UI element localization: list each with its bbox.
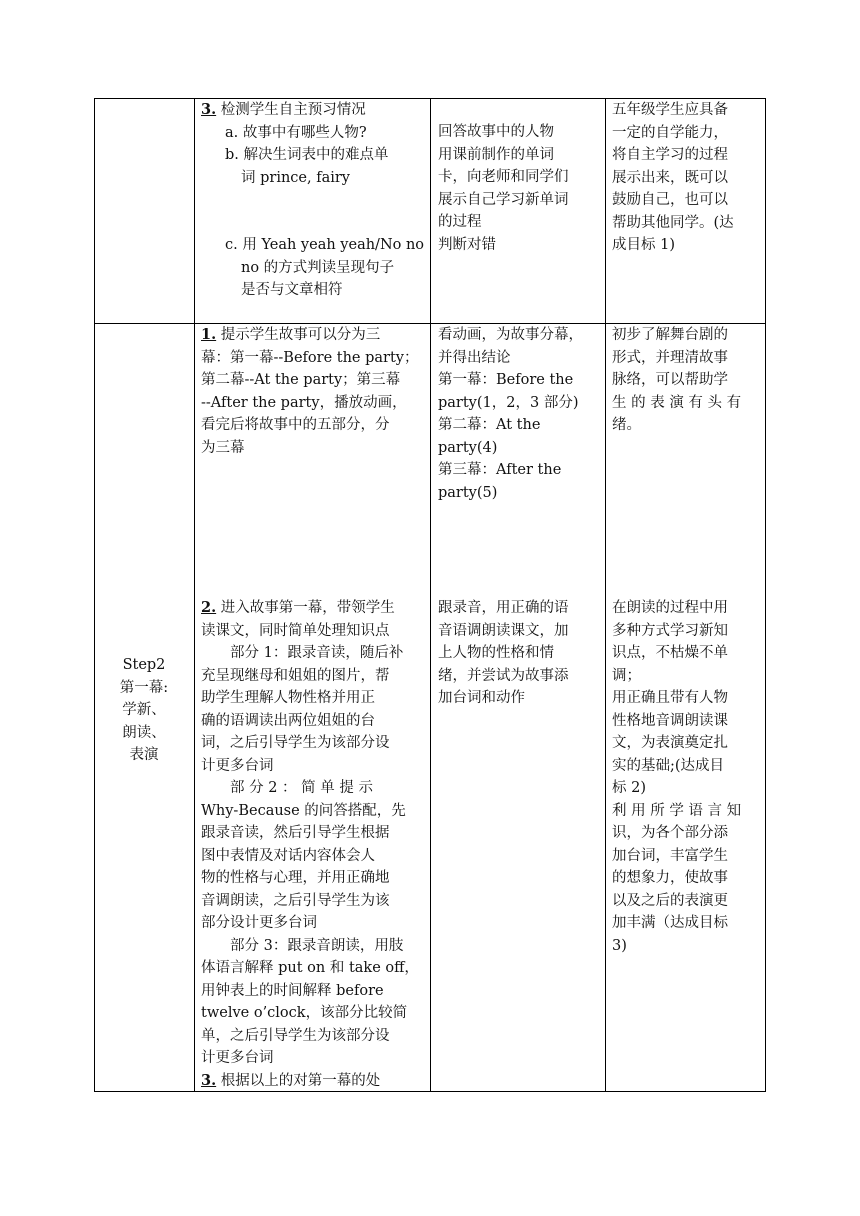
text-line: 帮助其他同学。(达: [612, 214, 734, 231]
text-line: party(1，2，3 部分): [438, 394, 579, 411]
table-right-border: [765, 98, 766, 1092]
column-divider-2: [430, 98, 431, 1092]
activity-1-line: 为三幕: [201, 439, 245, 456]
text-line: 绪。: [612, 417, 641, 433]
activity-2-line: 部分 3：跟录音朗读，用肢: [230, 937, 404, 954]
row1-student-cell: [438, 121, 602, 256]
row1-item-3: [201, 99, 427, 122]
activity-2-line: 部 分 2 ： 简 单 提 示: [230, 780, 373, 796]
text-line: 性格地音调朗读课: [612, 712, 728, 729]
text-line: 跟录音，用正确的语: [438, 600, 569, 616]
table-left-border: [94, 98, 95, 1092]
activity-2-line: 部分 1：跟录音读，随后补: [230, 645, 404, 661]
activity-2-line: 充呈现继母和姐姐的图片，帮: [201, 667, 390, 684]
text-line: 回答故事中的人物: [438, 124, 554, 140]
text-line: 的想象力，使故事: [612, 870, 728, 886]
text-line: 并得出结论: [438, 349, 511, 366]
text-line: 卡，向老师和同学们: [438, 169, 569, 185]
activity-2-line: 词，之后引导学生为该部分设: [201, 735, 390, 751]
text-line: 音语调朗读课文，加: [438, 622, 569, 639]
text-line: 加台词和动作: [438, 690, 525, 706]
step-label-line: 学新、: [122, 702, 166, 718]
sub-item-c-line3: 是否与文章相符: [241, 282, 343, 298]
activity-3-line: [201, 1070, 427, 1093]
row2-activity-2-cell: [201, 597, 427, 1092]
activity-2-line: Why-Because 的问答搭配，先: [201, 802, 406, 819]
step-label-line: 第一幕:: [119, 679, 169, 696]
text-line: 加台词，丰富学生: [612, 847, 728, 864]
text-line: 实的基础;(达成目: [612, 757, 725, 774]
text-line: party(5): [438, 484, 498, 501]
row2-intent-2-cell: [612, 597, 762, 957]
activity-2-line: 物的性格与心理，并用正确地: [201, 870, 390, 886]
text-line: 第三幕：After the: [438, 462, 562, 478]
activity-2-line: 体语言解释 put on 和 take off，: [201, 960, 419, 976]
activity-2-line: 确的语调读出两位姐姐的台: [201, 712, 375, 729]
activity-1-line: [201, 324, 427, 347]
text-line: 文，为表演奠定扎: [612, 735, 728, 751]
row1-intent-cell: [612, 99, 762, 257]
text-line: 调；: [612, 667, 641, 684]
sub-item-c-line1: c. 用 Yeah yeah yeah/No no: [225, 237, 425, 253]
text-line: 第一幕：Before the: [438, 372, 574, 388]
activity-1-line: 幕：第一幕--Before the party；: [201, 349, 419, 366]
activity-2-line: 部分设计更多台词: [201, 915, 317, 931]
activity-1-line: 第二幕--At the party；第三幕: [201, 372, 401, 388]
text-line: 的过程: [438, 214, 482, 230]
text-line: 用正确且带有人物: [612, 690, 728, 706]
text-line: 初步了解舞台剧的: [612, 327, 728, 343]
text-line: 将自主学习的过程: [612, 147, 728, 163]
activity-1-line: --After the party，播放动画，: [201, 394, 407, 411]
text-line: 形式，并理清故事: [612, 349, 728, 366]
sub-item-b-line2: 词 prince, fairy: [241, 169, 350, 186]
activity-2-line: 单，之后引导学生为该部分设: [201, 1027, 390, 1044]
activity-2-line: twelve o’clock，该部分比较简: [201, 1005, 408, 1021]
row2-student-2-cell: [438, 597, 602, 710]
text-line: 上人物的性格和情: [438, 645, 554, 661]
text-line: 五年级学生应具备: [612, 102, 728, 118]
text-line: party(4): [438, 439, 498, 456]
row1-activity-cell: [201, 99, 427, 302]
item-number: 3.: [201, 101, 217, 118]
activity-2-line: 读课文，同时简单处理知识点: [201, 622, 390, 639]
step-label-line: 表演: [129, 747, 159, 763]
column-divider-1: [194, 98, 195, 1092]
column-divider-3: [605, 98, 606, 1092]
activity-2-line: [201, 597, 427, 620]
text-line: 标 2): [612, 780, 646, 796]
text-line: 加丰满（达成目标: [612, 915, 728, 931]
text-line: 以及之后的表演更: [612, 892, 728, 909]
item-number: 1.: [201, 326, 217, 343]
sub-item-c-line2: no 的方式判读呈现句子: [241, 259, 395, 276]
activity-2-line: 音调朗读，之后引导学生为该: [201, 892, 390, 909]
activity-3-text: 根据以上的对第一幕的处: [220, 1072, 381, 1089]
activity-2-line: 计更多台词: [201, 1050, 274, 1066]
text-line: 多种方式学习新知: [612, 622, 728, 639]
text-line: 识，为各个部分添: [612, 825, 728, 841]
item-number: 3.: [201, 1071, 217, 1089]
text-line: 第二幕：At the: [438, 417, 541, 433]
activity-1-text: 提示学生故事可以分为三: [220, 327, 381, 343]
text-line: 利 用 所 学 语 言 知: [612, 802, 742, 819]
activity-2-line: 用钟表上的时间解释 before: [201, 982, 384, 999]
text-line: 生 的 表 演 有 头 有: [612, 394, 742, 411]
text-line: 3): [612, 937, 627, 954]
text-line: 脉络，可以帮助学: [612, 372, 728, 388]
step-label-line: Step2: [122, 657, 166, 673]
text-line: 在朗读的过程中用: [612, 600, 728, 616]
sub-item-a: a. 故事中有哪些人物?: [225, 124, 367, 141]
activity-2-line: 助学生理解人物性格并用正: [201, 690, 375, 706]
step-label-line: 朗读、: [122, 724, 166, 741]
activity-2-line: 计更多台词: [201, 757, 274, 774]
activity-2-line: 跟录音读，然后引导学生根据: [201, 825, 390, 841]
text-line: 判断对错: [438, 236, 496, 253]
item-number: 2.: [201, 599, 217, 616]
text-line: 绪，并尝试为故事添: [438, 667, 569, 684]
text-line: 成目标 1): [612, 237, 675, 253]
activity-2-line: 图中表情及对话内容体会人: [201, 847, 375, 864]
item-text: 检测学生自主预习情况: [220, 102, 366, 118]
row2-student-1-cell: [438, 324, 602, 504]
text-line: 展示自己学习新单词: [438, 191, 569, 208]
sub-item-b-line1: b. 解决生词表中的难点单: [225, 147, 389, 163]
text-line: 用课前制作的单词: [438, 146, 554, 163]
text-line: 一定的自学能力，: [612, 124, 728, 141]
text-line: 看动画，为故事分幕，: [438, 327, 583, 343]
text-line: 识点，不枯燥不单: [612, 645, 728, 661]
activity-2-text: 进入故事第一幕，带领学生: [220, 600, 395, 616]
activity-1-line: 看完后将故事中的五部分，分: [201, 417, 390, 433]
text-line: 展示出来，既可以: [612, 169, 728, 186]
text-line: 鼓励自己，也可以: [612, 192, 728, 208]
row2-intent-1-cell: [612, 324, 762, 437]
step-label: [96, 654, 192, 767]
row2-activity-1-cell: [201, 324, 427, 459]
